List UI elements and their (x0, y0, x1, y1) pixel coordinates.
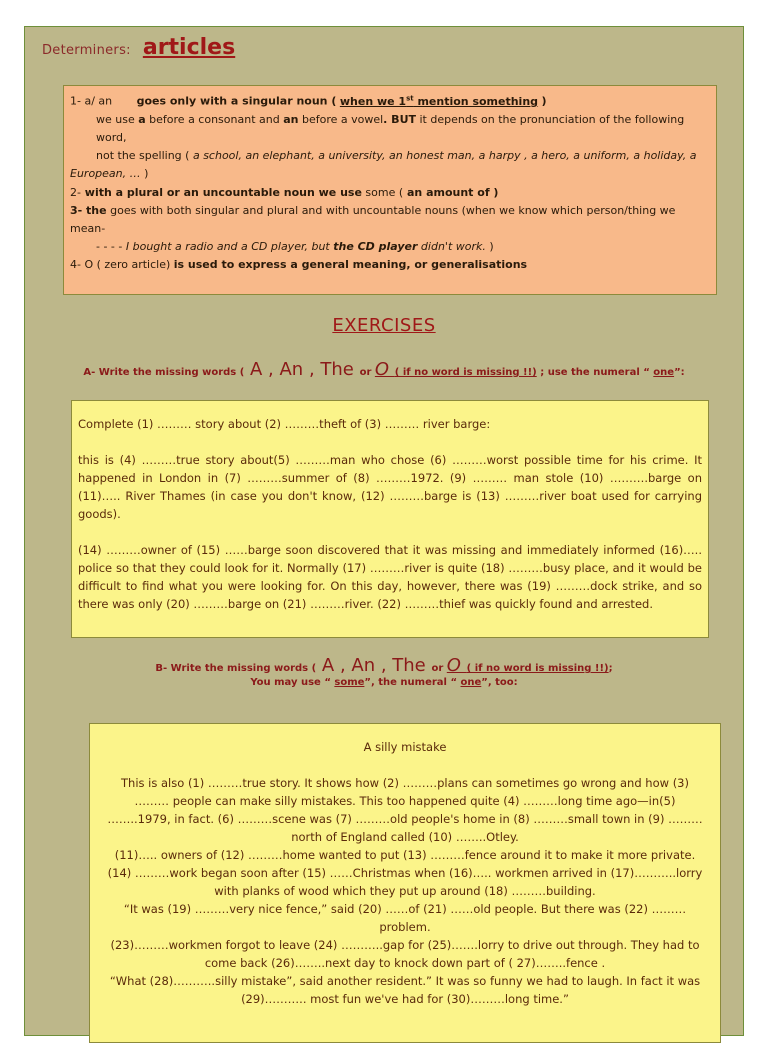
instr-b-suffix: ; (608, 663, 613, 674)
rule-2-text: with a plural or an uncountable noun we use (80, 185, 362, 199)
instr-a-articles: A , An , The (244, 359, 360, 380)
rule-1b-b: before a consonant and (145, 112, 284, 126)
rule-1b-but: . BUT (383, 112, 416, 126)
story-paragraph: This is also (1) ………true story. It shows how (2) ………plans can sometimes go wrong and how (3) ……… people can make silly mistakes. This too happened quite (4) ………long time ago—in(5) ……..1979, in fact. (6) ………scene was (7) ………old people's home in (8) ………small town in (9) ……… north of England called (10) ……..Otley. (107, 776, 703, 844)
rule-1 (70, 89, 710, 111)
instr-a-end: ”: (674, 367, 685, 378)
rule-1b-a: we use (96, 112, 139, 126)
rule-4-zero: ( zero article) (93, 258, 174, 272)
rule-4-text: is used to express a general meaning, or generalisations (173, 258, 528, 272)
rule-1-close: ) (541, 94, 547, 108)
exercise-a-intro: Complete (1) ……… story about (2) ………theft of (3) ……… river barge: (78, 417, 491, 431)
rule-1b-d: it depends on the pronunciation of the following word, (96, 112, 685, 145)
rule-1b-c: before a vowel (298, 112, 384, 126)
rule-1b-an-bold: an (283, 112, 299, 126)
instruction-b-line-2 (25, 677, 743, 688)
exercise-a-paragraph-2: (14) ………owner of (15) ……barge soon discovered that it was missing and immediately informed (16)….. police so that they could look for it. Normally (17) ………river is quite (18) ………busy place, and it would be difficult to find what you were looking for. On this day, however, there was (19) ………dock strike, and so there was only (20) ………barge on (21) ………river. (22) ………thief was quickly found and arrested. (78, 543, 702, 611)
instr-b-note: ( if no word is missing !!) (466, 663, 609, 674)
instr-b-line2-a: You may use “ (250, 677, 335, 688)
rule-3-text: goes with both singular and plural and with uncountable nouns (when we know which person/thing we mean- (70, 203, 676, 236)
rule-3b-bold: the CD player (333, 240, 418, 254)
instr-a-suffix: ; use the numeral “ (536, 367, 654, 378)
instr-b-zero: O (446, 655, 467, 676)
rule-3-example (70, 238, 710, 256)
story-paragraph: “It was (19) ………very nice fence,” said (20) ……of (21) ……old people. But there was (22) ……… problem. (123, 902, 687, 934)
instr-b-or: or (431, 663, 447, 674)
story-title: A silly mistake (363, 740, 447, 754)
instr-b-one: one (460, 677, 482, 688)
instr-a-note: ( if no word is missing !!) (394, 367, 537, 378)
worksheet-header (42, 35, 235, 60)
rule-1-condition (340, 95, 538, 108)
exercise-a-box (71, 400, 709, 638)
worksheet-title: articles (142, 35, 236, 60)
instr-a-prefix: A- Write the missing words ( (83, 367, 245, 378)
story-paragraph: (23)………workmen forgot to leave (24) ………..gap for (25)…….lorry to drive out through. They had to come back (26)……..next day to knock down part of ( 27)……..fence . (110, 938, 700, 970)
instr-a-one: one (653, 367, 675, 378)
instr-a-zero: O (374, 359, 395, 380)
rule-1-number: 1- a/ an (70, 94, 113, 108)
rule-3b-close: ) (485, 240, 494, 254)
rule-2 (70, 184, 710, 202)
rule-1-condition-b: mention something (413, 94, 539, 108)
instruction-a (25, 359, 743, 380)
rule-1c-a: not the spelling ( (96, 149, 193, 163)
rule-1c-close: ) (140, 167, 149, 181)
instruction-b (25, 655, 743, 688)
rule-1-condition-a: when we 1 (339, 94, 407, 108)
exercise-b-box (89, 723, 721, 1043)
rule-1-sup: st (406, 94, 414, 102)
rule-2-some: some ( (361, 185, 404, 199)
rule-4 (70, 256, 710, 274)
rule-1b-a-bold: a (138, 112, 146, 126)
rule-3 (70, 202, 710, 238)
rule-1-text: goes only with a singular noun ( (136, 94, 337, 108)
instr-b-line2-c: ”, too: (481, 677, 518, 688)
instr-a-or: or (359, 367, 375, 378)
rule-3b-dash: - - - - (96, 240, 123, 254)
instr-b-articles: A , An , The (316, 655, 432, 676)
story-paragraph: (11)….. owners of (12) ………home wanted to put (13) ………fence around it to make it more private. (14) ………work began soon after (15) ……Christmas when (16)….. workmen arrived in (17)………..lorry with planks of wood which they put up around (18) ………building. (107, 848, 703, 898)
rule-3-number: 3- the (70, 203, 107, 217)
rule-2-number: 2- (70, 185, 81, 199)
rule-4-number: 4- O (70, 258, 94, 272)
worksheet-page (24, 26, 744, 1036)
rule-3b-i2: didn't work. (417, 240, 486, 254)
rule-3b-i1: I bought a radio and a CD player, but (122, 240, 334, 254)
rule-2-amount: an amount of ) (403, 185, 499, 199)
rule-1-examples (70, 147, 710, 183)
instr-b-prefix: B- Write the missing words ( (155, 663, 317, 674)
instr-b-some: some (334, 677, 365, 688)
story-paragraph: “What (28)………..silly mistake”, said another resident.” It was so funny we had to laugh. In fact it was (29)……….. most fun we've had for (30)………long time.” (109, 974, 701, 1006)
exercises-heading: EXERCISES (332, 315, 436, 336)
rule-1c-examples: a school, an elephant, a university, an honest man, a harpy , a hero, a uniform, a holiday, a European, … (70, 149, 697, 181)
instr-b-line2-b: ”, the numeral “ (364, 677, 461, 688)
exercise-a-paragraph-1: this is (4) ………true story about(5) ………man who chose (6) ………worst possible time for his crime. It happened in London in (7) ………summer of (8) ………1972. (9) ……… man stole (10) ……….barge on (11)….. River Thames (in case you don't know, (12) ………barge is (13) ………river boat used for carrying goods). (78, 453, 702, 521)
rules-box (63, 85, 717, 295)
rule-1-detail (70, 111, 710, 147)
header-label: Determiners: (42, 43, 131, 58)
